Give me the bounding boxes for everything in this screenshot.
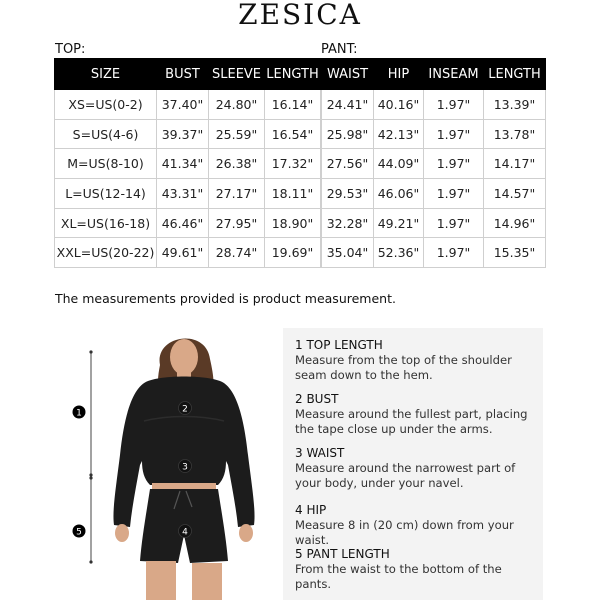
- table-row: [322, 208, 546, 238]
- bust-cell: 46.46": [157, 208, 209, 238]
- inseam-cell: 1.97": [424, 179, 484, 209]
- top-header-sleeve: SLEEVE: [209, 59, 265, 90]
- top-size-table: [54, 58, 321, 268]
- pant-header-hip: HIP: [374, 59, 424, 90]
- svg-text:2: 2: [182, 404, 188, 415]
- top-header-length: LENGTH: [265, 59, 321, 90]
- size-cell: L=US(12-14): [55, 179, 157, 209]
- guide-item-hip: [295, 503, 535, 548]
- guide-desc: seam down to the hem.: [295, 368, 433, 382]
- guide-item-waist: [295, 446, 535, 491]
- table-row: [322, 119, 546, 149]
- length-cell: 16.14": [265, 90, 321, 120]
- bust-cell: 43.31": [157, 179, 209, 209]
- pant-section-label: PANT:: [321, 42, 358, 57]
- guide-title: 3 WAIST: [295, 446, 345, 460]
- table-row: [55, 179, 321, 209]
- length-cell: 15.35": [484, 238, 546, 268]
- hip-cell: 44.09": [374, 149, 424, 179]
- svg-text:3: 3: [182, 462, 188, 473]
- sleeve-cell: 27.17": [209, 179, 265, 209]
- length-cell: 13.39": [484, 90, 546, 120]
- pant-header-length: LENGTH: [484, 59, 546, 90]
- inseam-cell: 1.97": [424, 90, 484, 120]
- size-cell: XS=US(0-2): [55, 90, 157, 120]
- size-cell: M=US(8-10): [55, 149, 157, 179]
- hip-cell: 52.36": [374, 238, 424, 268]
- top-table-header-row: [55, 59, 321, 90]
- inseam-cell: 1.97": [424, 208, 484, 238]
- model-illustration: [68, 325, 280, 600]
- length-cell: 18.90": [265, 208, 321, 238]
- marker-2: [179, 402, 192, 415]
- guide-item-pant-length: [295, 547, 535, 592]
- face-shape: [170, 339, 198, 375]
- waist-cell: 29.53": [322, 179, 374, 209]
- guide-title: 2 BUST: [295, 392, 339, 406]
- table-row: [322, 90, 546, 120]
- inseam-cell: 1.97": [424, 149, 484, 179]
- measurement-guide-panel: [283, 328, 543, 600]
- waist-cell: 32.28": [322, 208, 374, 238]
- pant-header-inseam: INSEAM: [424, 59, 484, 90]
- waist-cell: 35.04": [322, 238, 374, 268]
- pant-header-waist: WAIST: [322, 59, 374, 90]
- model-figure: [68, 325, 280, 600]
- bust-cell: 37.40": [157, 90, 209, 120]
- sleeve-cell: 27.95": [209, 208, 265, 238]
- inseam-cell: 1.97": [424, 238, 484, 268]
- table-row: [55, 208, 321, 238]
- waist-cell: 25.98": [322, 119, 374, 149]
- hip-cell: 40.16": [374, 90, 424, 120]
- hip-cell: 49.21": [374, 208, 424, 238]
- sleeve-cell: 25.59": [209, 119, 265, 149]
- guide-title: 5 PANT LENGTH: [295, 547, 390, 561]
- length-cell: 14.17": [484, 149, 546, 179]
- svg-text:4: 4: [182, 527, 188, 538]
- guide-item-bust: [295, 392, 535, 437]
- bust-cell: 41.34": [157, 149, 209, 179]
- table-row: [55, 90, 321, 120]
- guide-desc: Measure around the narrowest part of: [295, 461, 516, 475]
- length-cell: 14.96": [484, 208, 546, 238]
- measurement-note: The measurements provided is product measurement.: [55, 291, 396, 306]
- svg-text:5: 5: [76, 527, 82, 538]
- table-row: [322, 149, 546, 179]
- top-header-bust: BUST: [157, 59, 209, 90]
- table-row: [322, 179, 546, 209]
- sleeve-cell: 28.74": [209, 238, 265, 268]
- table-row: [55, 149, 321, 179]
- size-cell: XL=US(16-18): [55, 208, 157, 238]
- guide-desc: Measure 8 in (20 cm) down from your waist.: [295, 518, 514, 547]
- brand-logo: ZESICA: [238, 0, 362, 31]
- length-cell: 14.57": [484, 179, 546, 209]
- table-row: [55, 119, 321, 149]
- marker-4: [179, 525, 192, 538]
- length-cell: 16.54": [265, 119, 321, 149]
- marker-3: [179, 460, 192, 473]
- marker-5: [73, 525, 86, 538]
- waist-cell: 27.56": [322, 149, 374, 179]
- size-cell: XXL=US(20-22): [55, 238, 157, 268]
- length-cell: 13.78": [484, 119, 546, 149]
- inseam-cell: 1.97": [424, 119, 484, 149]
- guide-desc: the tape close up under the arms.: [295, 422, 493, 436]
- length-cell: 19.69": [265, 238, 321, 268]
- sleeve-cell: 26.38": [209, 149, 265, 179]
- marker-1: [73, 406, 86, 419]
- pant-table-header-row: [322, 59, 546, 90]
- table-row: [322, 238, 546, 268]
- guide-desc: your body, under your navel.: [295, 476, 464, 490]
- svg-text:1: 1: [76, 408, 82, 419]
- table-row: [55, 238, 321, 268]
- guide-item-top-length: [295, 338, 535, 383]
- guide-title: 1 TOP LENGTH: [295, 338, 383, 352]
- waist-cell: 24.41": [322, 90, 374, 120]
- length-cell: 18.11": [265, 179, 321, 209]
- guide-title: 4 HIP: [295, 503, 327, 517]
- sleeve-cell: 24.80": [209, 90, 265, 120]
- guide-desc: Measure from the top of the shoulder: [295, 353, 512, 367]
- top-header-size: SIZE: [55, 59, 157, 90]
- hip-cell: 42.13": [374, 119, 424, 149]
- guide-desc: Measure around the fullest part, placing: [295, 407, 528, 421]
- guide-desc: From the waist to the bottom of the pants.: [295, 562, 502, 591]
- length-cell: 17.32": [265, 149, 321, 179]
- top-section-label: TOP:: [55, 42, 86, 57]
- hip-cell: 46.06": [374, 179, 424, 209]
- bust-cell: 49.61": [157, 238, 209, 268]
- bust-cell: 39.37": [157, 119, 209, 149]
- size-cell: S=US(4-6): [55, 119, 157, 149]
- pant-size-table: [321, 58, 546, 268]
